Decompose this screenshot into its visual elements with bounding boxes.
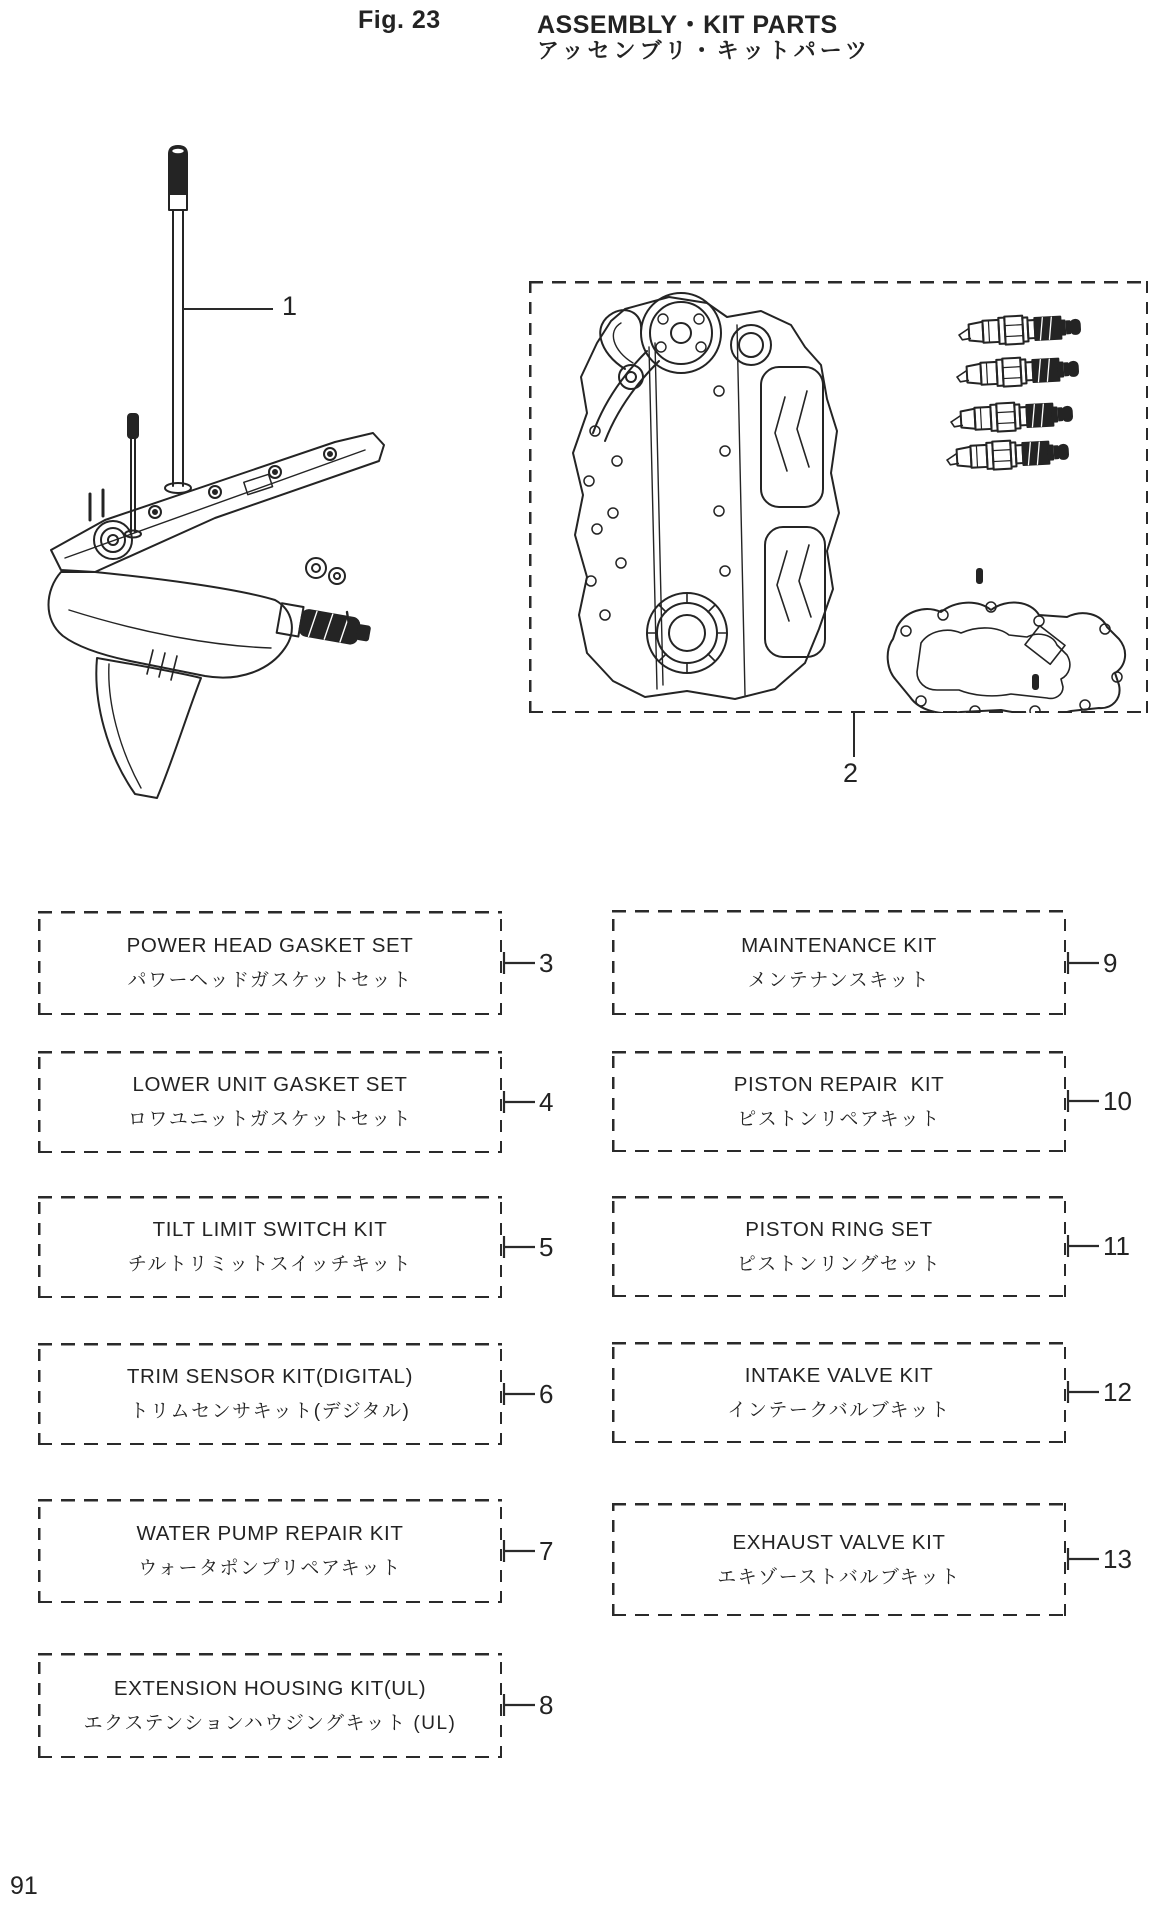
kit-label-ja: チルトリミットスイッチキット	[127, 1254, 413, 1275]
callout-number: 12	[1103, 1376, 1132, 1407]
callout-1-line	[183, 308, 273, 310]
skeg-icon	[96, 658, 201, 798]
page-title-japanese: アッセンブリ・キットパーツ	[537, 38, 871, 63]
callout-line-icon	[502, 1377, 536, 1411]
power-head-kit-illustration	[529, 281, 1148, 713]
callout-7	[502, 1534, 553, 1568]
head-gasket-icon	[888, 569, 1125, 713]
kit-box-power-head-gasket-set	[38, 911, 502, 1015]
callout-number: 6	[539, 1378, 554, 1409]
kit-box-tilt-limit-switch-kit	[38, 1196, 502, 1298]
callout-line-icon	[502, 1688, 536, 1722]
kit-label-en: TRIM SENSOR KIT(DIGITAL)	[126, 1365, 414, 1388]
callout-9	[1066, 946, 1117, 980]
kit-box-trim-sensor-kit	[38, 1343, 502, 1445]
kit-label-ja: ピストンリングセット	[736, 1253, 942, 1275]
callout-number: 4	[539, 1086, 554, 1117]
kit-label-ja: トリムセンサキット(デジタル)	[129, 1401, 411, 1422]
page-number: 91	[10, 1872, 38, 1900]
callout-6	[502, 1377, 553, 1411]
power-head-kit-box	[529, 281, 1148, 713]
callout-number: 8	[539, 1689, 554, 1720]
kit-label-en: MAINTENANCE KIT	[741, 933, 937, 957]
callout-number: 9	[1103, 947, 1118, 978]
kit-label-ja: ピストンリペアキット	[737, 1108, 941, 1130]
callout-3	[502, 946, 553, 980]
kit-label-en: LOWER UNIT GASKET SET	[132, 1073, 408, 1096]
kit-label-en: PISTON RING SET	[745, 1217, 933, 1241]
callout-line-icon	[502, 946, 536, 980]
callout-line-icon	[502, 1085, 536, 1119]
callout-line-icon	[502, 1230, 536, 1264]
kit-box-lower-unit-gasket-set	[38, 1051, 502, 1153]
callout-number: 7	[539, 1535, 554, 1566]
callout-8	[502, 1688, 553, 1722]
kit-box-intake-valve-kit	[612, 1342, 1066, 1443]
callout-line-icon	[1066, 1375, 1100, 1409]
kit-label-ja: メンテナンスキット	[747, 969, 931, 991]
callout-10	[1066, 1084, 1132, 1118]
callout-5	[502, 1230, 553, 1264]
page-title: ASSEMBLY・KIT PARTS	[537, 11, 838, 39]
callout-2: 2	[843, 758, 859, 788]
kit-label-ja: ロワユニットガスケットセット	[127, 1109, 413, 1130]
kit-label-en: EXTENSION HOUSING KIT(UL)	[113, 1676, 427, 1700]
engine-block-icon	[573, 293, 839, 699]
kit-label-en: INTAKE VALVE KIT	[744, 1363, 934, 1387]
kit-box-water-pump-repair-kit	[38, 1499, 502, 1603]
kit-box-piston-repair-kit	[612, 1051, 1066, 1152]
kit-label-en: WATER PUMP REPAIR KIT	[136, 1522, 404, 1545]
callout-number: 11	[1103, 1230, 1130, 1261]
callout-line-icon	[1066, 1084, 1100, 1118]
gearcase-housing-icon	[49, 572, 292, 680]
callout-11	[1066, 1229, 1130, 1263]
kit-label-ja: エキゾーストバルブキット	[717, 1566, 961, 1588]
kit-label-en: POWER HEAD GASKET SET	[126, 934, 414, 957]
gearcase-deck-icon	[51, 433, 384, 572]
callout-line-icon	[502, 1534, 536, 1568]
kit-label-ja: ウォータポンプリペアキット	[138, 1558, 402, 1579]
lower-unit-illustration	[35, 142, 395, 812]
callout-line-icon	[1066, 1229, 1100, 1263]
kit-box-exhaust-valve-kit	[612, 1503, 1066, 1616]
callout-13	[1066, 1542, 1132, 1576]
kit-label-en: TILT LIMIT SWITCH KIT	[152, 1218, 388, 1241]
callout-number: 3	[539, 947, 554, 978]
callout-number: 5	[539, 1231, 554, 1262]
callout-number: 13	[1103, 1543, 1132, 1574]
callout-line-icon	[1066, 1542, 1100, 1576]
fig-label: Fig. 23	[358, 6, 441, 34]
kit-box-maintenance-kit	[612, 910, 1066, 1015]
spark-plugs-icon	[946, 313, 1080, 472]
kit-label-ja: パワーヘッドガスケットセット	[127, 970, 413, 991]
callout-line-icon	[1066, 946, 1100, 980]
callout-number: 10	[1103, 1085, 1132, 1116]
callout-2-line	[853, 713, 855, 757]
driveshaft-icon	[165, 146, 191, 493]
shift-rod-icon	[125, 414, 141, 538]
kit-box-extension-housing-kit	[38, 1653, 502, 1758]
kit-label-en: PISTON REPAIR KIT	[733, 1072, 945, 1096]
kit-label-ja: エクステンションハウジングキット (UL)	[83, 1712, 457, 1734]
callout-4	[502, 1085, 553, 1119]
kit-box-piston-ring-set	[612, 1196, 1066, 1297]
kit-label-en: EXHAUST VALVE KIT	[732, 1530, 946, 1554]
callout-1: 1	[282, 291, 298, 321]
kit-label-ja: インテークバルブキット	[727, 1399, 951, 1421]
callout-12	[1066, 1375, 1132, 1409]
